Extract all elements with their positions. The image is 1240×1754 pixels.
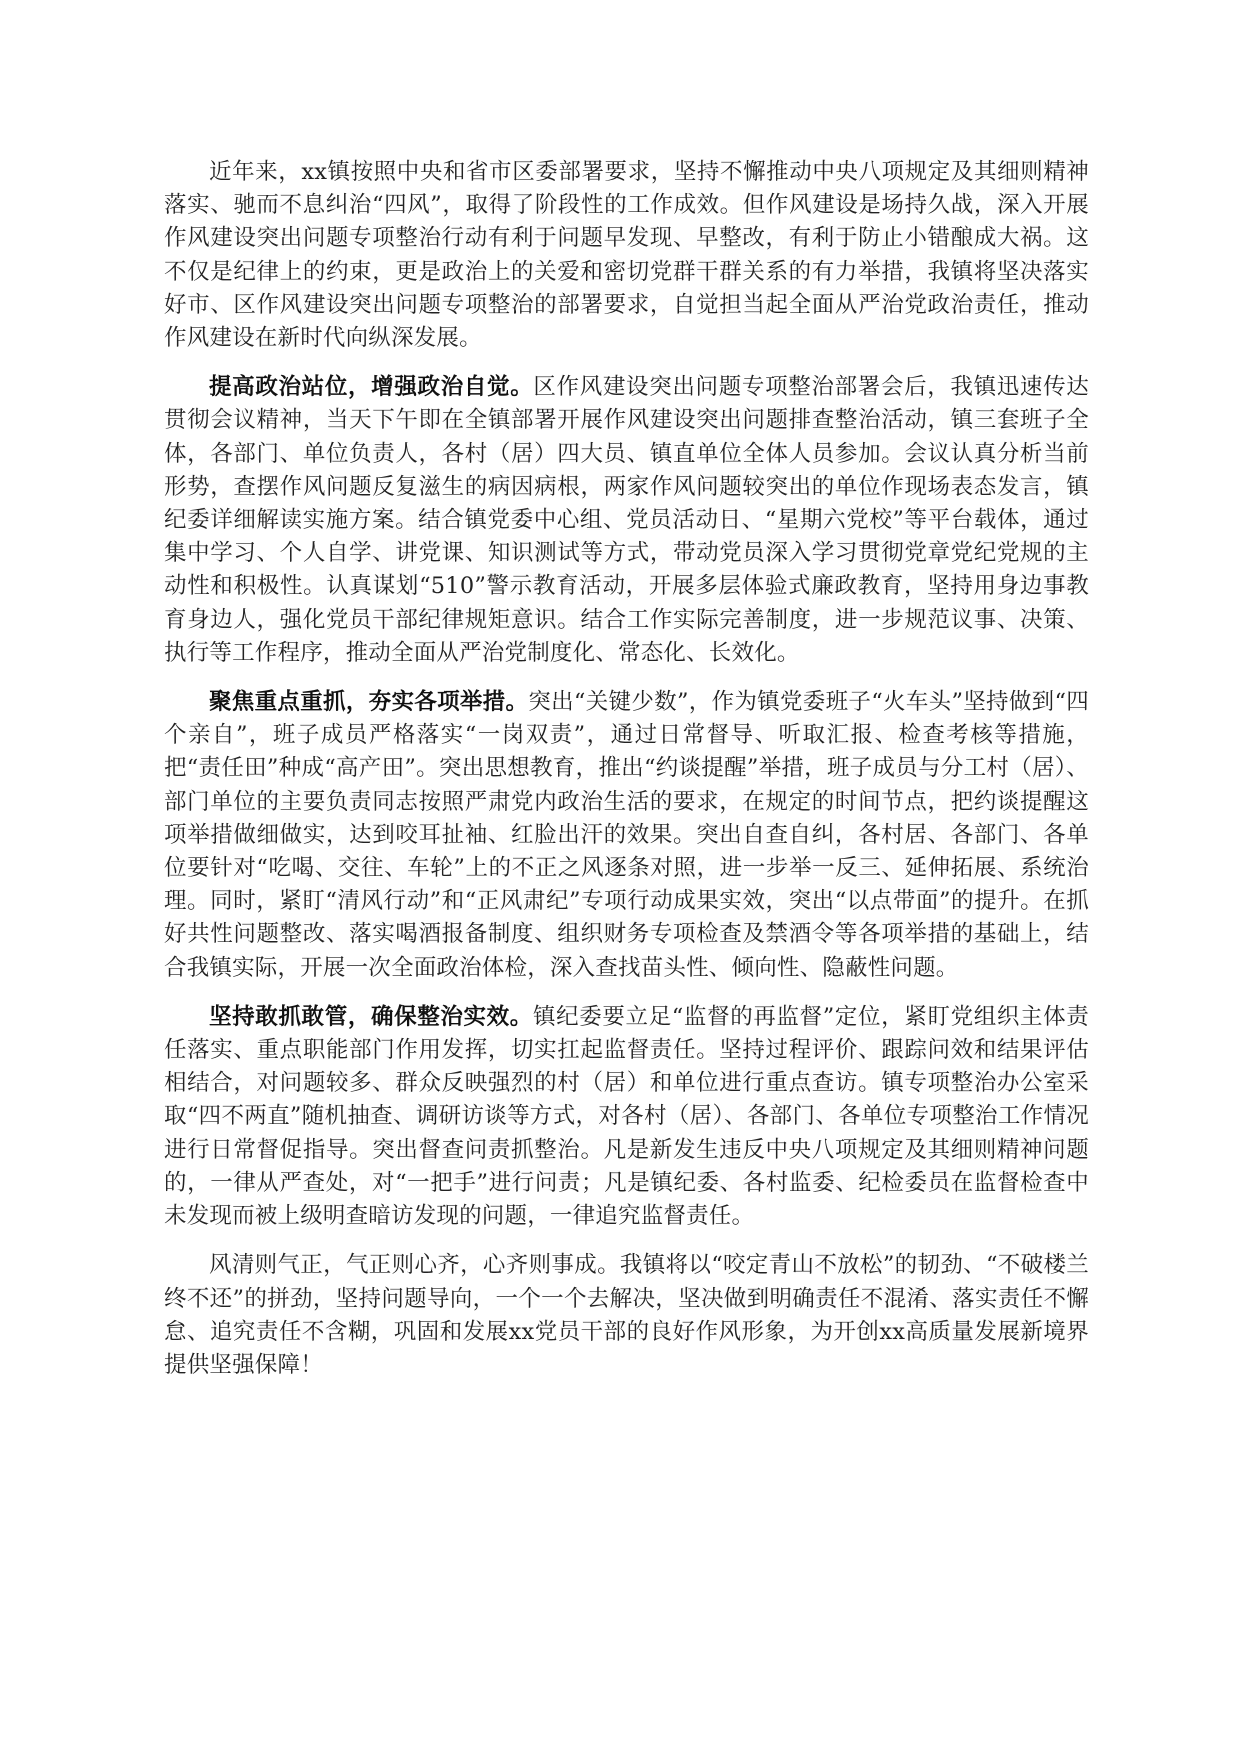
paragraph-key-measures: [164, 686, 1089, 985]
paragraph-text: 突出“关键少数”，作为镇党委班子“火车头”坚持做到“四个亲自”，班子成员严格落实“一岗双责”，通过日常督导、听取汇报、检查考核等措施，把“责任田”种成“高产田”。突出思想教育，推出“约谈提醒”举措，班子成员与分工村（居）、部门单位的主要负责同志按照严肃党内政治生活的要求，在规定的时间节点，把约谈提醒这项举措做细做实，达到咬耳扯袖、红脸出汗的效果。突出自查自纠，各村居、各部门、各单位要针对“吃喝、交往、车轮”上的不正之风逐条对照，进一步举一反三、延伸拓展、系统治理。同时，紧盯“清风行动”和“正风肃纪”专项行动成果实效，突出“以点带面”的提升。在抓好共性问题整改、落实喝酒报备制度、组织财务专项检查及禁酒令等各项举措的基础上，结合我镇实际，开展一次全面政治体检，深入查找苗头性、倾向性、隐蔽性问题。: [164, 689, 1089, 981]
paragraph-heading: 坚持敢抓敢管，确保整治实效。: [209, 1003, 533, 1030]
paragraph-text: 镇纪委要立足“监督的再监督”定位，紧盯党组织主体责任落实、重点职能部门作用发挥，切实扛起监督责任。坚持过程评价、跟踪问效和结果评估相结合，对问题较多、群众反映强烈的村（居）和单位进行重点查访。镇专项整治办公室采取“四不两直”随机抽查、调研访谈等方式，对各村（居）、各部门、各单位专项整治工作情况进行日常督促指导。突出督查问责抓整治。凡是新发生违反中央八项规定及其细则精神问题的，一律从严查处，对“一把手”进行问责；凡是镇纪委、各村监委、纪检委员在监督检查中未发现而被上级明查暗访发现的问题，一律追究监督责任。: [164, 1003, 1089, 1230]
paragraph-heading: 聚焦重点重抓，夯实各项举措。: [209, 689, 529, 716]
paragraph-intro: [164, 156, 1089, 355]
document-page: [164, 156, 1089, 1398]
paragraph-political-stance: [164, 371, 1089, 670]
paragraph-text: 风清则气正，气正则心齐，心齐则事成。我镇将以“咬定青山不放松”的韧劲、“不破楼兰终不还”的拼劲，坚持问题导向，一个一个去解决，坚决做到明确责任不混淆、落实责任不懈怠、追究责任不含糊，巩固和发展xx党员干部的良好作风形象，为开创xx高质量发展新境界提供坚强保障！: [164, 1252, 1089, 1378]
paragraph-text: 区作风建设突出问题专项整治部署会后，我镇迅速传达贯彻会议精神，当天下午即在全镇部署开展作风建设突出问题排查整治活动，镇三套班子全体，各部门、单位负责人，各村（居）四大员、镇直单位全体人员参加。会议认真分析当前形势，查摆作风问题反复滋生的病因病根，两家作风问题较突出的单位作现场表态发言，镇纪委详细解读实施方案。结合镇党委中心组、党员活动日、“星期六党校”等平台载体，通过集中学习、个人自学、讲党课、知识测试等方式，带动党员深入学习贯彻党章党纪党规的主动性和积极性。认真谋划“510”警示教育活动，开展多层体验式廉政教育，坚持用身边事教育身边人，强化党员干部纪律规矩意识。结合工作实际完善制度，进一步规范议事、决策、执行等工作程序，推动全面从严治党制度化、常态化、长效化。: [164, 374, 1089, 666]
paragraph-text: 近年来，xx镇按照中央和省市区委部署要求，坚持不懈推动中央八项规定及其细则精神落实、驰而不息纠治“四风”，取得了阶段性的工作成效。但作风建设是场持久战，深入开展作风建设突出问题专项整治行动有利于问题早发现、早整改，有利于防止小错酿成大祸。这不仅是纪律上的约束，更是政治上的关爱和密切党群干群关系的有力举措，我镇将坚决落实好市、区作风建设突出问题专项整治的部署要求，自觉担当起全面从严治党政治责任，推动作风建设在新时代向纵深发展。: [164, 159, 1089, 352]
paragraph-rectification: [164, 1001, 1089, 1233]
paragraph-heading: 提高政治站位，增强政治自觉。: [209, 374, 534, 401]
paragraph-conclusion: [164, 1249, 1089, 1382]
